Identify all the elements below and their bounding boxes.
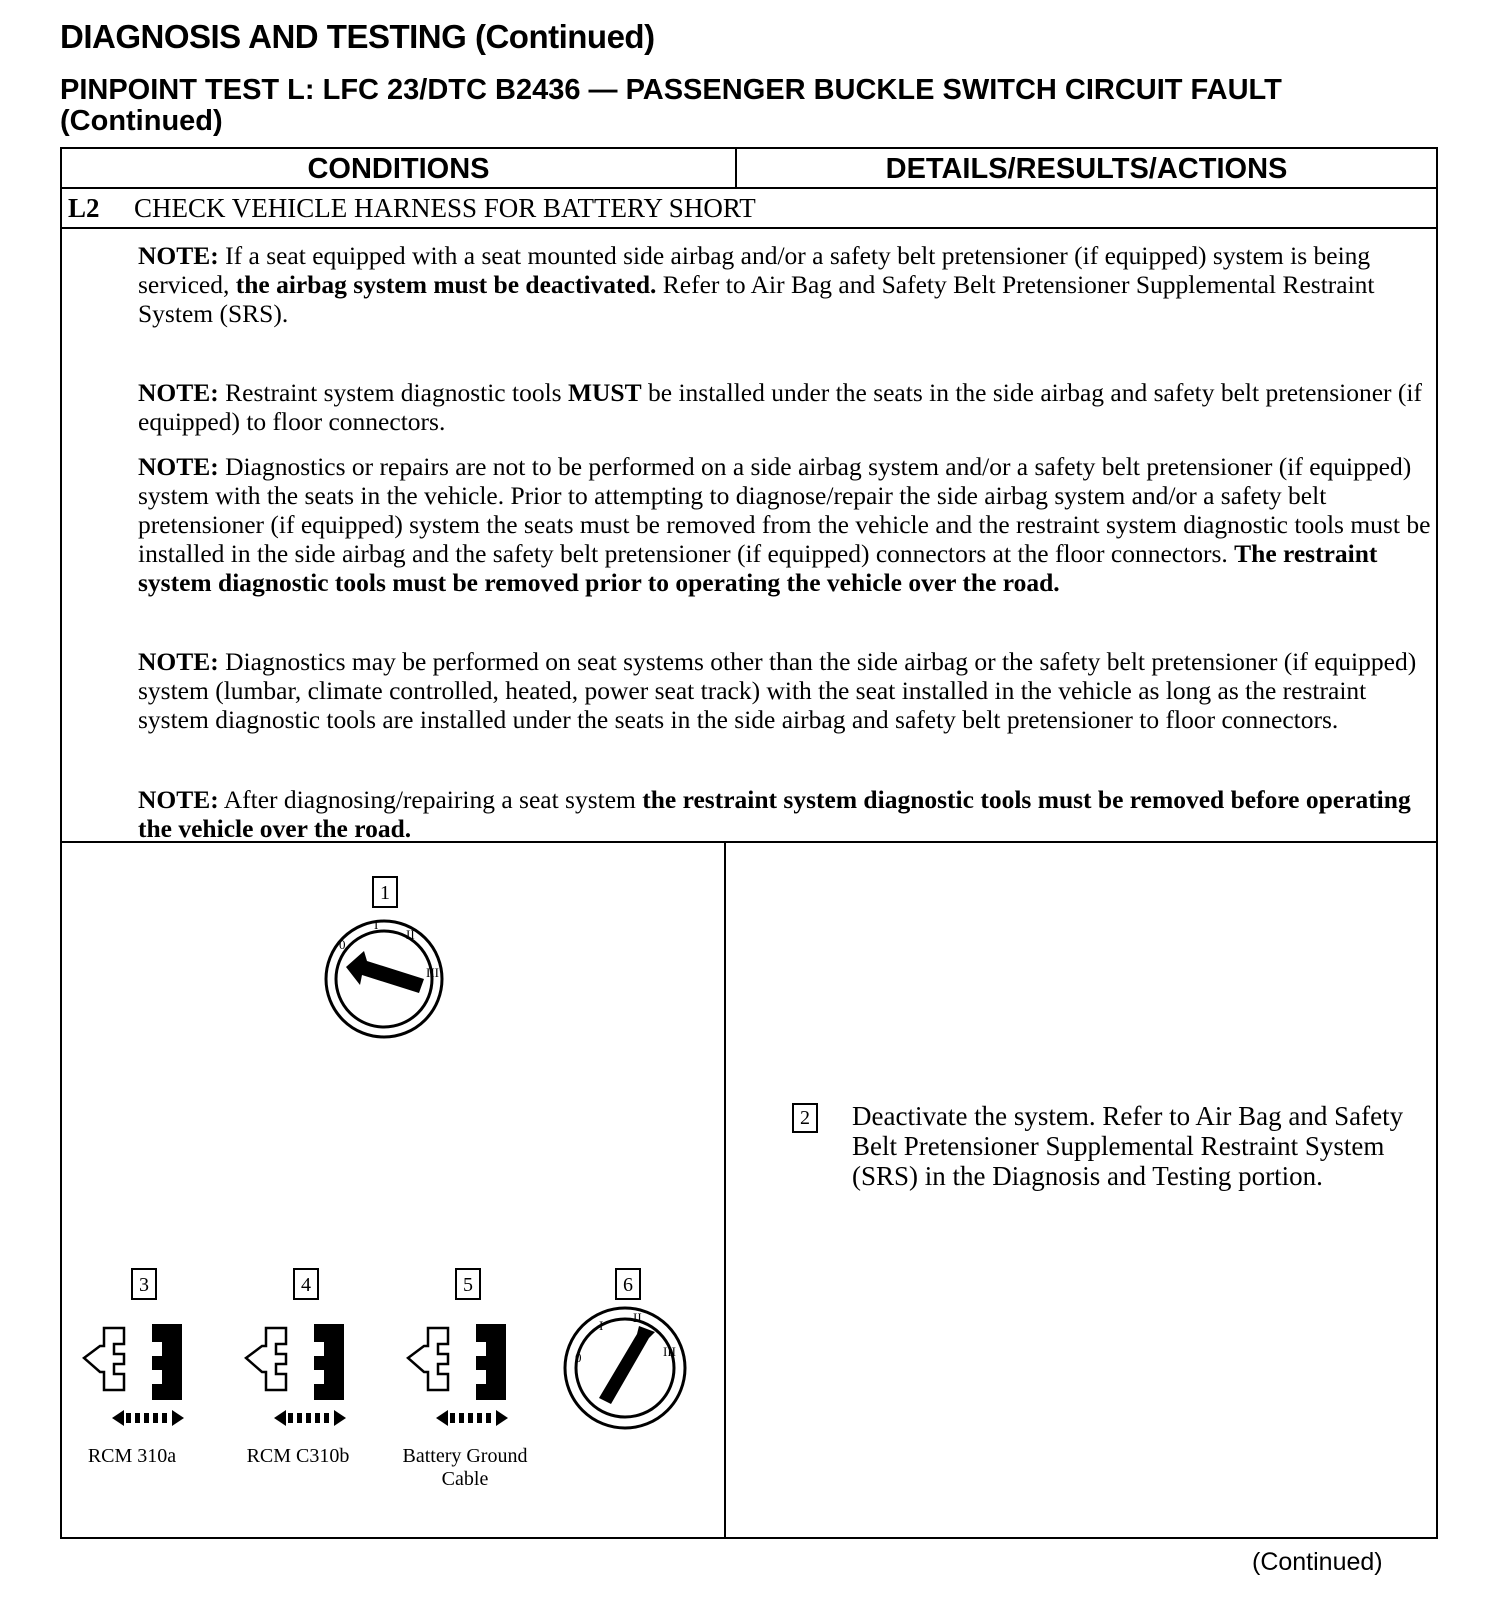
- svg-text:II: II: [633, 1310, 642, 1325]
- svg-text:0: 0: [339, 937, 346, 952]
- connector-disconnect-icon: [84, 1324, 184, 1426]
- connector-disconnect-icon: [246, 1324, 346, 1426]
- note-seats-removed: [138, 452, 1433, 597]
- svg-text:II: II: [406, 927, 415, 942]
- note-text: If a seat equipped with a seat mounted side airbag and/or a safety belt pretensioner (if equipped) system is being serviced,: [138, 241, 1371, 299]
- note-deactivation: [138, 241, 1433, 328]
- column-header-conditions: CONDITIONS: [62, 149, 737, 189]
- callout-2: 2: [792, 1103, 818, 1133]
- note-emphasis: The restraint system diagnostic tools must be removed prior to operating the vehicle over the road.: [138, 539, 1378, 597]
- column-header-details: DETAILS/RESULTS/ACTIONS: [737, 149, 1436, 189]
- label-battery-ground-cable: Battery Ground Cable: [402, 1445, 528, 1490]
- note-text: Diagnostics or repairs are not to be performed on a side airbag system and/or a safety belt pretensioner (if equipped) system with the seats in the vehicle. Prior to attempting to diagnose/repair the side airbag system and/or a safety belt pretensioner (if equipped) system the seats must be removed from the vehicle and the restraint system diagnostic tools must be installed in the side airbag and the safety belt pretensioner (if equipped) connectors at the floor connectors.: [138, 452, 1431, 568]
- step-row: [62, 189, 1436, 229]
- svg-text:I: I: [599, 1318, 604, 1333]
- note-emphasis: the restraint system diagnostic tools must be removed before operating the vehicle over the road.: [138, 785, 1411, 843]
- illustration: [62, 843, 722, 1537]
- pinpoint-test-title: PINPOINT TEST L: LFC 23/DTC B2436 — PASSENGER BUCKLE SWITCH CIRCUIT FAULT (Continued): [60, 74, 1282, 137]
- note-text: Refer to Air Bag and Safety Belt Pretensioner Supplemental Restraint System (SRS).: [138, 270, 1375, 328]
- note-remove-tools: [138, 785, 1433, 843]
- callout-1: [373, 877, 397, 907]
- page-title: DIAGNOSIS AND TESTING (Continued): [60, 18, 655, 55]
- note-text: Restraint system diagnostic tools: [225, 378, 562, 407]
- svg-text:6: 6: [623, 1274, 633, 1296]
- step-title: CHECK VEHICLE HARNESS FOR BATTERY SHORT: [134, 193, 756, 223]
- note-label: NOTE:: [138, 785, 219, 814]
- note-label: NOTE:: [138, 378, 219, 407]
- svg-text:I: I: [374, 917, 379, 932]
- label-rcm-c310b: RCM C310b: [246, 1445, 350, 1467]
- svg-text:III: III: [663, 1344, 676, 1359]
- ignition-switch-off-icon: [326, 917, 442, 1037]
- note-emphasis: the airbag system must be deactivated.: [235, 270, 657, 299]
- callout-3: [132, 1269, 156, 1299]
- note-emphasis: MUST: [567, 378, 642, 407]
- callout-6: [616, 1269, 640, 1299]
- column-divider: [724, 842, 726, 1539]
- note-label: NOTE:: [138, 647, 219, 676]
- note-text: Diagnostics may be performed on seat systems other than the side airbag or the safety belt pretensioner (if equipped) system (lumbar, climate controlled, heated, power seat track) with the seat installed in the vehicle as long as the restraint system diagnostic tools are installed under the seats in the side airbag and safety belt pretensioner to floor connectors.: [138, 647, 1417, 734]
- step-2-text: Deactivate the system. Refer to Air Bag and Safety Belt Pretensioner Supplemental Restraint System (SRS) in the Diagnosis and Testing portion.: [852, 1101, 1404, 1191]
- label-rcm-310a: RCM 310a: [87, 1445, 177, 1467]
- note-label: NOTE:: [138, 452, 219, 481]
- svg-text:0: 0: [575, 1350, 582, 1365]
- note-text: be installed under the seats in the side airbag and safety belt pretensioner (if equipped) to floor connectors.: [138, 378, 1422, 436]
- note-other-seat-systems: [138, 647, 1433, 734]
- connector-disconnect-icon: [408, 1324, 508, 1426]
- step-id: L2: [68, 193, 100, 223]
- ignition-switch-run-icon: [565, 1308, 685, 1428]
- diagnostic-table: [60, 147, 1438, 1539]
- svg-text:3: 3: [139, 1274, 149, 1296]
- continued-label: (Continued): [1252, 1548, 1383, 1576]
- svg-text:1: 1: [380, 882, 390, 904]
- note-text: After diagnosing/repairing a seat system: [223, 785, 636, 814]
- svg-text:5: 5: [463, 1274, 473, 1296]
- callout-5: [456, 1269, 480, 1299]
- svg-text:4: 4: [301, 1274, 311, 1296]
- svg-text:III: III: [426, 965, 439, 980]
- note-label: NOTE:: [138, 241, 219, 270]
- callout-4: [294, 1269, 318, 1299]
- note-tools-installed: [138, 378, 1433, 436]
